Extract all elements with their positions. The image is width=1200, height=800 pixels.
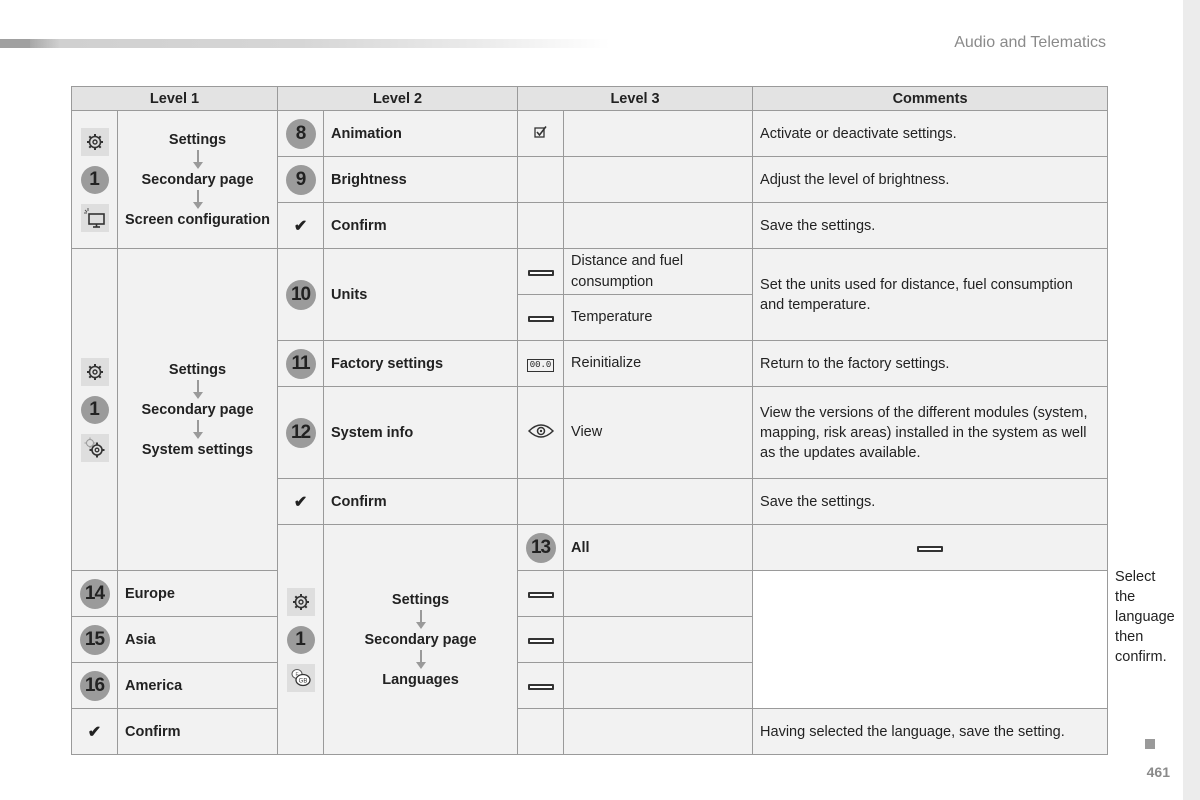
level2-label: Confirm <box>118 709 278 755</box>
bar-icon <box>528 592 554 598</box>
item-number-badge: 10 <box>286 280 316 310</box>
table-header-row <box>72 87 1108 111</box>
level2-number-cell <box>72 571 118 617</box>
level3-icon-cell <box>518 617 564 663</box>
level3-icon-cell <box>753 525 1108 571</box>
level2-label: Asia <box>118 617 278 663</box>
reset-icon: 00.0 <box>527 359 555 372</box>
level2-label: America <box>118 663 278 709</box>
level1-step: Languages <box>382 671 459 688</box>
bar-icon <box>528 684 554 690</box>
level3-icon-cell <box>518 203 564 249</box>
level2-check-cell <box>278 203 324 249</box>
level1-icons <box>72 249 118 571</box>
settings-gear-icon <box>81 128 109 156</box>
item-number-badge: 12 <box>286 418 316 448</box>
level1-step: System settings <box>141 441 254 458</box>
level3-text: Reinitialize <box>564 341 753 387</box>
level1-step: Screen configuration <box>124 211 271 228</box>
languages-icon <box>287 664 315 692</box>
item-number-badge: 15 <box>80 625 110 655</box>
checkmark-icon: ✔ <box>87 723 102 741</box>
item-number-badge: 16 <box>80 671 110 701</box>
level2-number-cell <box>518 525 564 571</box>
level2-label: Units <box>324 249 518 341</box>
level1-path <box>118 249 278 571</box>
header-level2: Level 2 <box>278 87 518 111</box>
eye-icon <box>528 427 554 443</box>
item-number-badge: 8 <box>286 119 316 149</box>
level1-icons <box>72 111 118 249</box>
svg-text:F: F <box>294 671 299 678</box>
table-row <box>72 709 1108 755</box>
level2-number-cell <box>278 341 324 387</box>
system-settings-icon <box>81 434 109 462</box>
table-row <box>72 663 1108 709</box>
page-edge-strip <box>1183 0 1200 800</box>
item-number-badge: 14 <box>80 579 110 609</box>
level2-label: Brightness <box>324 157 518 203</box>
header-level3: Level 3 <box>518 87 753 111</box>
comment-text: Having selected the language, save the setting. <box>753 709 1108 755</box>
level3-icon-cell <box>518 709 564 755</box>
screen-config-icon <box>81 204 109 232</box>
level1-path <box>118 111 278 249</box>
level1-step: Settings <box>391 591 450 608</box>
header-decor-mark <box>0 39 30 48</box>
arrow-down-icon <box>193 380 203 400</box>
header-level1: Level 1 <box>72 87 278 111</box>
table-row <box>72 617 1108 663</box>
level2-number-cell <box>278 157 324 203</box>
level1-step: Secondary page <box>141 401 254 418</box>
comment-text: Adjust the level of brightness. <box>753 157 1108 203</box>
step-badge: 1 <box>81 166 109 194</box>
level3-icon-cell <box>518 157 564 203</box>
level3-text <box>564 709 753 755</box>
level2-number-cell <box>278 111 324 157</box>
step-badge: 1 <box>287 626 315 654</box>
comment-text: Activate or deactivate settings. <box>753 111 1108 157</box>
comment-text: Set the units used for distance, fuel consumption and temperature. <box>753 249 1108 341</box>
table-row: 1 GB F Settings Secondary page Languages 13 All Select the language then confirm. <box>72 525 1108 571</box>
header-decor-bar <box>0 39 610 48</box>
level3-text: Distance and fuel consumption <box>564 249 753 295</box>
comment-text: Save the settings. <box>753 203 1108 249</box>
arrow-down-icon <box>193 150 203 170</box>
level3-text <box>564 663 753 709</box>
checkbox-icon <box>534 127 548 143</box>
level2-number-cell <box>72 663 118 709</box>
level1-step: Settings <box>168 361 227 378</box>
level2-label: Confirm <box>324 203 518 249</box>
svg-text:GB: GB <box>298 678 307 684</box>
level3-text <box>564 479 753 525</box>
level3-text: Temperature <box>564 295 753 341</box>
page-marker <box>1145 739 1155 749</box>
level3-text <box>564 111 753 157</box>
level3-icon-cell <box>518 249 564 295</box>
level3-text <box>564 571 753 617</box>
level3-text <box>564 203 753 249</box>
level2-check-cell <box>72 709 118 755</box>
header-comments: Comments <box>753 87 1108 111</box>
table-row <box>72 111 1108 157</box>
level2-number-cell <box>72 617 118 663</box>
level2-label: All <box>564 525 753 571</box>
level3-icon-cell <box>518 295 564 341</box>
level3-text <box>564 157 753 203</box>
level2-label: Factory settings <box>324 341 518 387</box>
level2-label: Confirm <box>324 479 518 525</box>
level2-number-cell <box>278 249 324 341</box>
level1-step: Secondary page <box>141 171 254 188</box>
bar-icon <box>528 316 554 322</box>
arrow-down-icon <box>416 610 426 630</box>
level2-label: Europe <box>118 571 278 617</box>
level1-step: Secondary page <box>364 631 477 648</box>
comment-text: Return to the factory settings. <box>753 341 1108 387</box>
settings-table <box>71 86 1175 755</box>
settings-gear-icon <box>287 588 315 616</box>
level1-path <box>324 525 518 755</box>
bar-icon <box>917 546 943 552</box>
arrow-down-icon <box>193 190 203 210</box>
checkmark-icon: ✔ <box>293 493 308 511</box>
arrow-down-icon <box>193 420 203 440</box>
checkmark-icon: ✔ <box>293 217 308 235</box>
item-number-badge: 11 <box>286 349 316 379</box>
level2-label: System info <box>324 387 518 479</box>
table-row <box>72 571 1108 617</box>
level1-icons <box>278 525 324 755</box>
level2-check-cell <box>278 479 324 525</box>
level1-step: Settings <box>168 131 227 148</box>
arrow-down-icon <box>416 650 426 670</box>
level2-number-cell <box>278 387 324 479</box>
bar-icon <box>528 270 554 276</box>
level3-icon-cell <box>518 341 564 387</box>
level3-icon-cell <box>518 571 564 617</box>
level3-text: View <box>564 387 753 479</box>
level3-icon-cell <box>518 387 564 479</box>
item-number-badge: 13 <box>526 533 556 563</box>
settings-gear-icon <box>81 358 109 386</box>
table-row <box>72 249 1108 295</box>
level2-label: Animation <box>324 111 518 157</box>
level3-icon-cell <box>518 479 564 525</box>
item-number-badge: 9 <box>286 165 316 195</box>
page-number: 461 <box>1146 764 1170 780</box>
section-title: Audio and Telematics <box>954 34 1106 51</box>
step-badge: 1 <box>81 396 109 424</box>
level3-icon-cell <box>518 663 564 709</box>
comment-text: Save the settings. <box>753 479 1108 525</box>
level3-icon-cell <box>518 111 564 157</box>
comment-text: View the versions of the different modules (system, mapping, risk areas) installed in the system as well as the updates available. <box>753 387 1108 479</box>
bar-icon <box>528 638 554 644</box>
level3-text <box>564 617 753 663</box>
